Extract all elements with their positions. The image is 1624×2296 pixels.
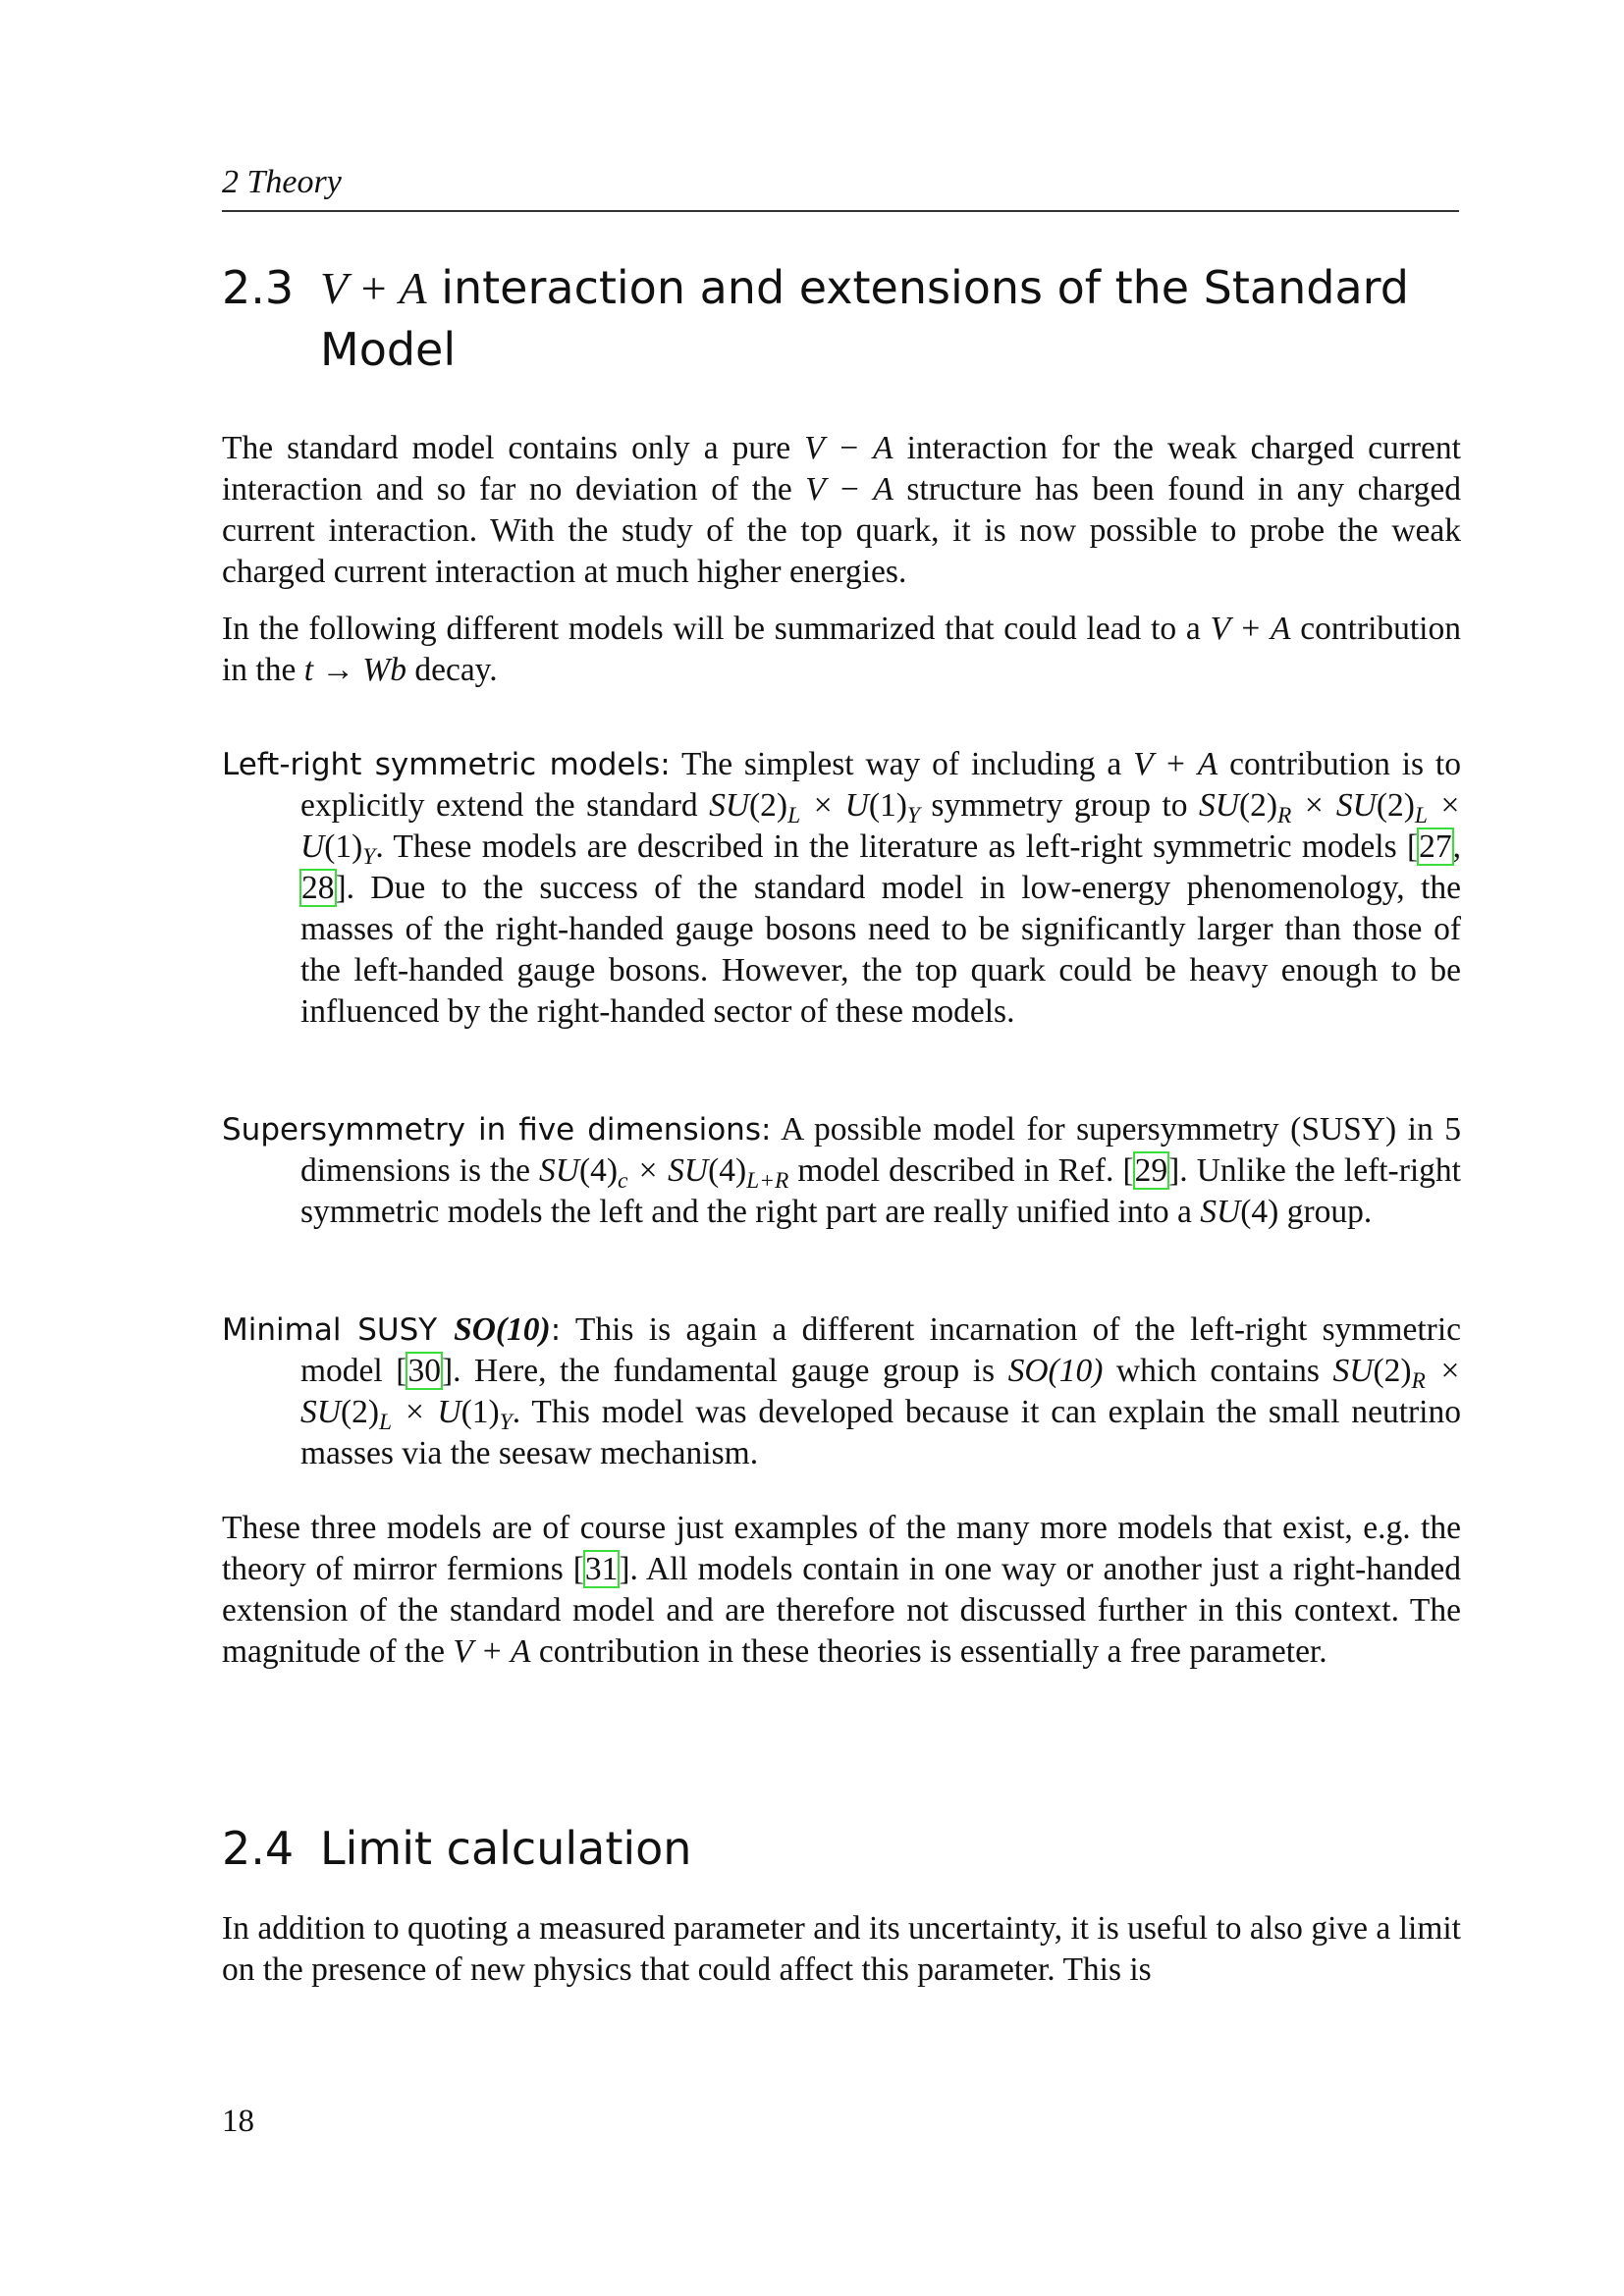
text: group.	[1278, 1194, 1373, 1230]
citation-link[interactable]: 29	[1134, 1152, 1168, 1189]
text: ]. Due to the success of the standard model in low-energy phenomenology, the masses of the right-handed gauge bosons need to be significantly larger than those of the left-handed gauge bosons. However, the top quark could be heavy enough to be influenced by the right-handed sector of these models.	[300, 870, 1461, 1030]
item-term-colon: :	[550, 1312, 562, 1348]
paragraph-conclusion	[222, 1508, 1461, 1673]
item-term: Left-right symmetric models:	[222, 747, 671, 782]
section-number: 2.4	[222, 1822, 295, 1875]
item-term: Supersymmetry in five dimensions:	[222, 1112, 772, 1148]
math: t → Wb	[303, 652, 406, 688]
citation-link[interactable]: 28	[301, 870, 335, 906]
text: . These models are described in the literature as left-right symmetric models [	[375, 828, 1419, 865]
math: V + A	[1133, 746, 1218, 782]
text: A possible model for supersymmetry (SUSY) in 5 dimensions is the	[300, 1111, 1461, 1189]
item-minimal-susy-so10	[222, 1309, 1461, 1474]
title-math: V + A	[320, 263, 427, 313]
text: ]. Unlike the left-right symmetric models the left and the right part are really unified into a	[300, 1152, 1461, 1230]
math: V + A	[1210, 611, 1291, 647]
math-su2l-u1y: $SU(2)_L \times U(1)_Y$	[709, 787, 920, 829]
text: decay.	[406, 652, 498, 688]
math-su4c-su4lr: $SU(4)_c \times SU(4)_{L+R}$	[539, 1152, 789, 1195]
citation-link[interactable]: 30	[407, 1353, 441, 1389]
item-term: Minimal SUSY	[222, 1312, 455, 1348]
section-title: Limit calculation	[320, 1822, 692, 1875]
item-susy-five-dimensions	[222, 1109, 1461, 1233]
text: structure has been found in any charged current interaction. With the study of the top quark, it is now possible to probe the weak charged current interaction at much higher energies.	[222, 471, 1461, 590]
text: In the following different models will be summarized that could lead to a	[222, 611, 1211, 647]
citation-link[interactable]: 31	[584, 1551, 619, 1587]
math: V − A	[805, 471, 893, 507]
paragraph-limit-calculation: In addition to quoting a measured parameter and its uncertainty, it is useful to also give a limit on the presence of new physics that could affect this parameter. This is	[222, 1910, 1461, 1988]
page-number: 18	[222, 2104, 254, 2139]
math-su2r-su2l-u1y: $SU(2)_R \times SU(2)_L \times U(1)_Y$	[300, 1353, 1462, 1436]
text: model described in Ref. [	[788, 1152, 1134, 1189]
paragraph-intro	[222, 428, 1461, 593]
text: interaction for the weak charged current interaction and so far no deviation of the	[222, 430, 1461, 507]
section-number: 2.3	[222, 261, 295, 314]
math: SO(10)	[1007, 1353, 1104, 1389]
text: contribution in these theories is essentially a free parameter.	[530, 1633, 1327, 1670]
paragraph-models-summary	[222, 609, 1461, 691]
text: ]. All models contain in one way or another just a right-handed extension of the standard model and are therefore not discussed further in this context. The magnitude of the	[222, 1551, 1461, 1670]
text: . This model was developed because it can explain the small neutrino masses via the seesaw mechanism.	[300, 1394, 1461, 1471]
section-heading-2-3	[222, 257, 1459, 380]
citation-link[interactable]: 27	[1419, 828, 1452, 865]
text: contribution in the	[222, 611, 1461, 688]
text: contribution is to explicitly extend the standard	[300, 746, 1461, 824]
running-head: 2 Theory	[222, 164, 342, 200]
item-left-right-symmetric	[222, 744, 1461, 1033]
text: symmetry group to	[919, 787, 1199, 824]
text: The standard model contains only a pure	[222, 430, 805, 466]
section-title	[320, 257, 1459, 380]
text: These three models are of course just examples of the many more models that exist, e.g. the theory of mirror fermions [	[222, 1510, 1461, 1587]
text: ,	[1452, 828, 1461, 865]
text: which contains	[1103, 1353, 1333, 1389]
section-heading-2-4	[222, 1818, 1459, 1879]
text: The simplest way of including a	[670, 746, 1134, 782]
term-math: SO(10)	[454, 1311, 551, 1348]
math: V + A	[453, 1633, 531, 1670]
math: V − A	[804, 430, 893, 466]
math-su4: SU(4)	[1200, 1194, 1279, 1230]
text: This is again a different incarnation of the left-right symmetric model [	[300, 1311, 1461, 1389]
text: ]. Here, the fundamental gauge group is	[441, 1353, 1008, 1389]
header-rule	[222, 210, 1459, 212]
title-text: interaction and extensions of the Standard Model	[320, 261, 1409, 376]
math-su2r-su2l-u1y: $SU(2)_R \times SU(2)_L \times U(1)_Y$	[300, 787, 1461, 871]
